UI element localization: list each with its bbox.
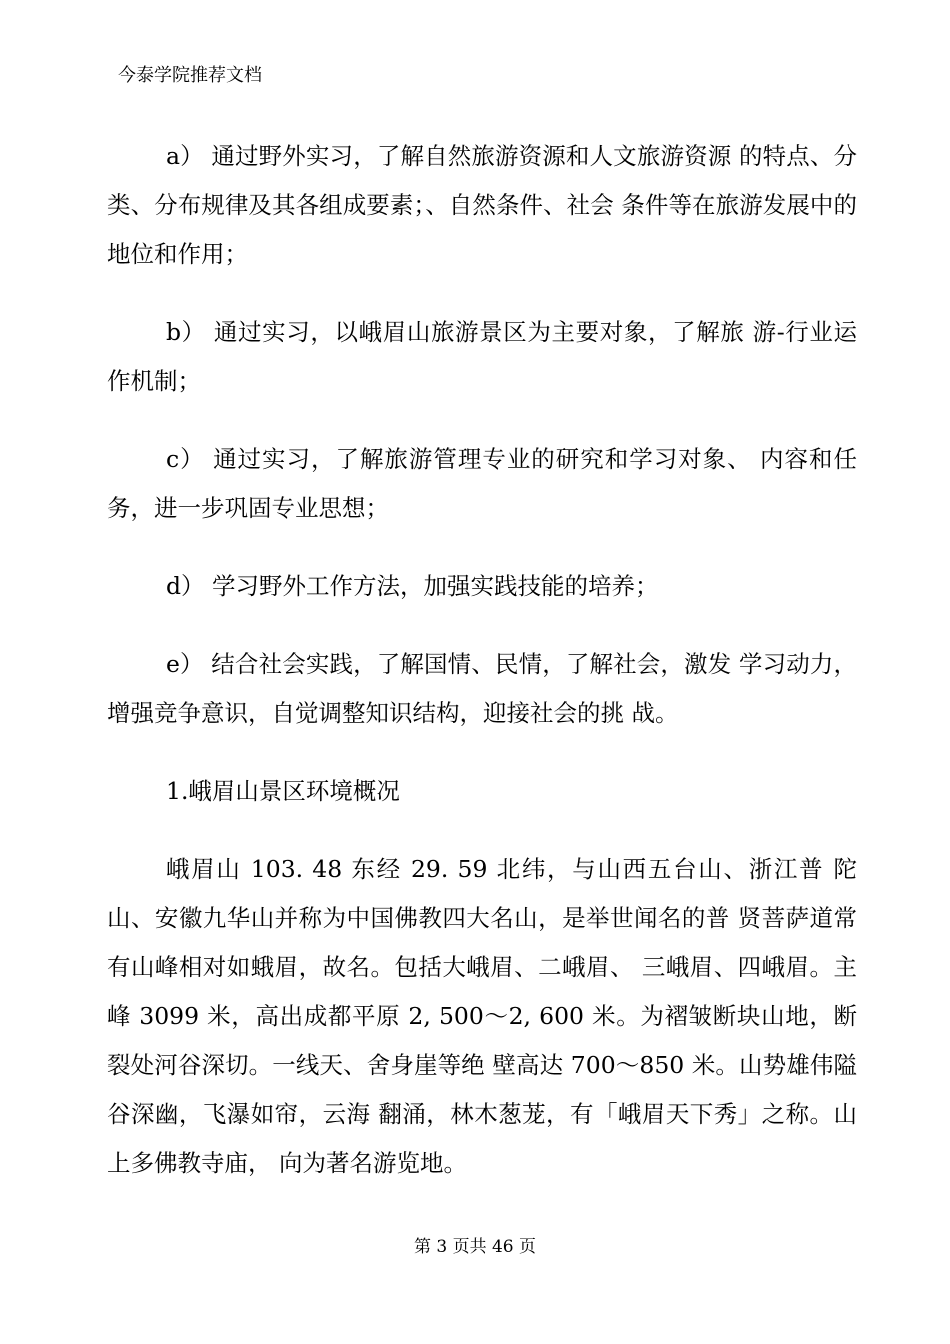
section-paragraph: 峨眉山 103. 48 东经 29. 59 北纬，与山西五台山、浙江普 陀山、安徽九华山并称为中国佛教四大名山，是举世闻名的普 贤菩萨道常有山峰相对如蛾眉，故名。包括大峨眉、二峨眉、 三峨眉、四峨眉。主峰 3099 米，高出成都平原 2, 500～2, 600 米。为褶皱断块山地，断裂处河谷深切。一线天、舍身崖等绝 壁高达 700～850 米。山势雄伟隘谷深幽，飞瀑如帘，云海 翻涌，林木葱茏，有「峨眉天下秀」之称。山上多佛教寺庙， 向为著名游览地。 [107,855,857,1177]
objective-b: b） 通过实习，以峨眉山旅游景区为主要对象，了解旅 游-行业运作机制； [107,318,857,395]
objective-a: a） 通过野外实习，了解自然旅游资源和人文旅游资源 的特点、分类、分布规律及其各组成要素；、自然条件、社会 条件等在旅游发展中的地位和作用； [107,142,857,268]
document-header: 今泰学院推荐文档 [118,65,262,86]
section-heading: 1.峨眉山景区环境概况 [166,777,400,805]
objective-d: d） 学习野外工作方法，加强实践技能的培养； [166,572,659,600]
page-number: 第 3 页共 46 页 [413,1237,537,1257]
document-body [107,132,857,1217]
objective-e: e） 结合社会实践，了解国情、民情，了解社会，激发 学习动力，增强竞争意识，自觉调整知识结构，迎接社会的挑 战。 [107,650,857,727]
objective-c: c） 通过实习，了解旅游管理专业的研究和学习对象、 内容和任务，进一步巩固专业思想； [107,445,857,522]
